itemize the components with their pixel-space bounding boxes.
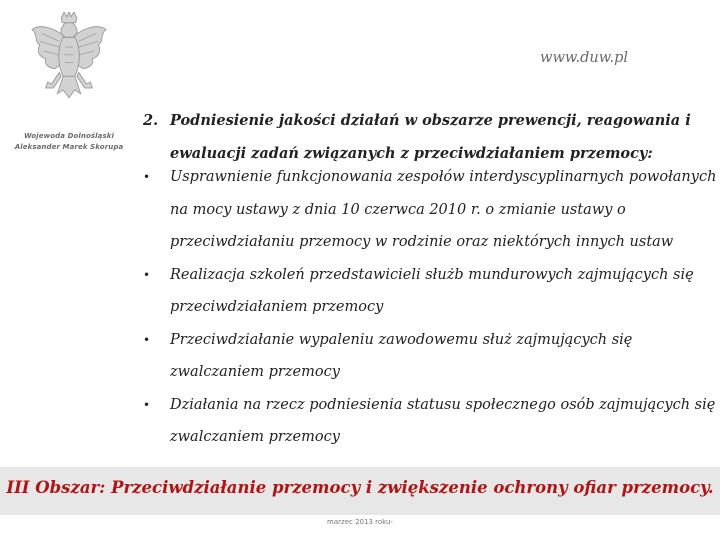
list-item — [143, 389, 718, 454]
bullet-icon: • — [143, 170, 151, 184]
bullet-icon: • — [143, 267, 151, 282]
bullet-list — [143, 161, 718, 454]
list-item — [143, 161, 718, 259]
polish-eagle-emblem-icon — [30, 12, 108, 124]
list-item-text: Działania na rzecz podniesienia statusu społecznego osób zajmujących się zwalczaniem przemocy — [170, 396, 716, 445]
list-item-text: Realizacja szkoleń przedstawicieli służb mundurowych zajmujących się przeciwdziałaniem przemocy — [170, 266, 694, 315]
heading-number: 2. — [143, 112, 159, 129]
bullet-icon: • — [143, 332, 151, 347]
footer-date: marzec 2013 roku- — [327, 518, 393, 526]
signature-name: Aleksander Marek Skorupa — [14, 143, 124, 151]
list-item-text: Przeciwdziałanie wypaleniu zawodowemu służ zajmujących się zwalczaniem przemocy — [170, 331, 633, 380]
banner-title: III Obszar: Przeciwdziałanie przemocy i zwiększenie ochrony ofiar przemocy. — [6, 478, 714, 497]
heading-text: Podniesienie jakości działań w obszarze prewencji, reagowania i ewaluacji zadań związanych z przeciwdziałaniem przemocy: — [170, 112, 691, 162]
signature-title: Wojewoda Dolnośląski — [23, 132, 115, 140]
list-item — [143, 324, 718, 389]
list-item-text: Usprawnienie funkcjonowania zespołów interdyscyplinarnych powołanych na mocy ustawy z dnia 10 czerwca 2010 r. o zmianie ustawy o przeciwdziałaniu przemocy w rodzinie oraz niektórych innych ustaw — [170, 169, 717, 250]
bullet-icon: • — [143, 397, 151, 412]
website-url: www.duw.pl — [540, 50, 628, 66]
list-item — [143, 259, 718, 324]
